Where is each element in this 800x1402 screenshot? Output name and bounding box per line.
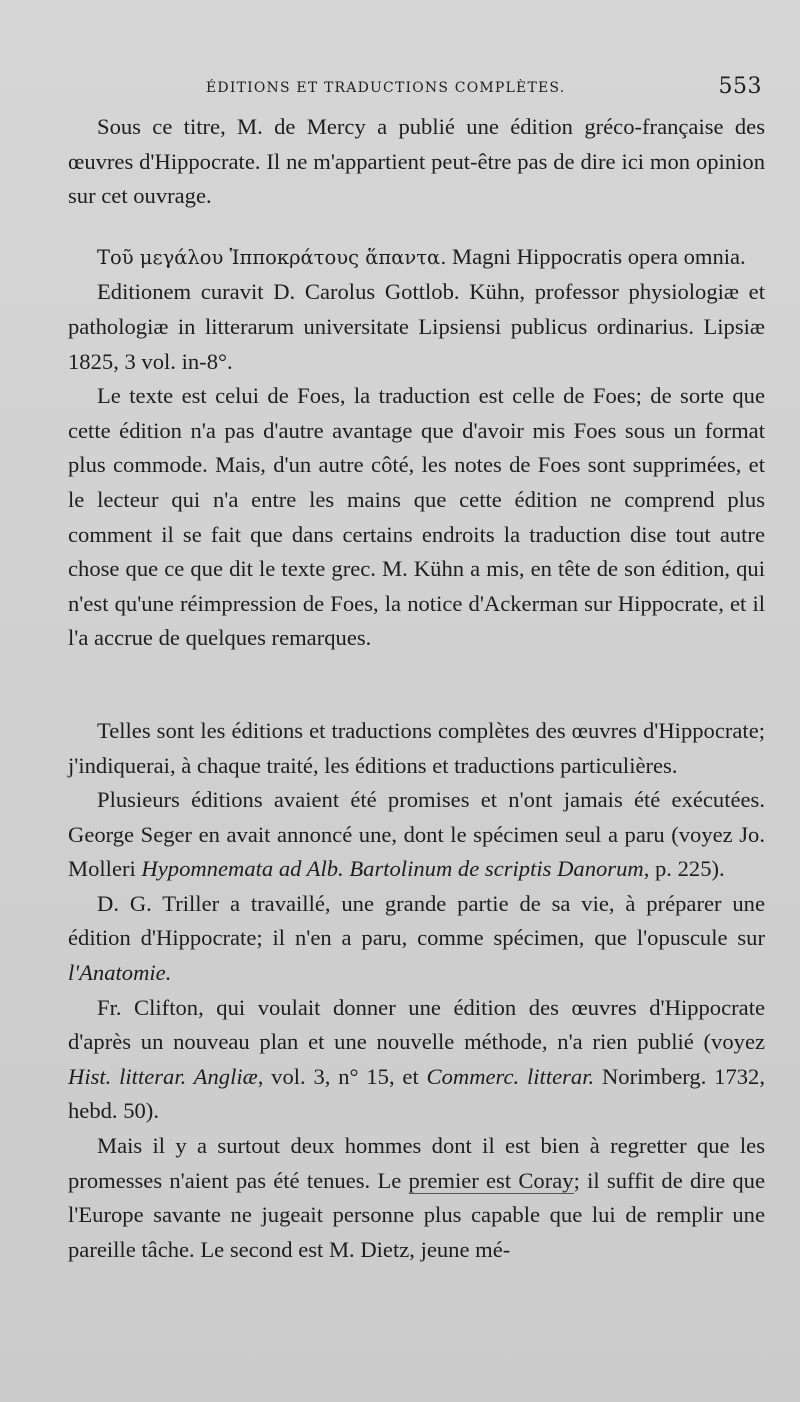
paragraph-coray-dietz	[68, 1129, 765, 1267]
paragraph-gap	[68, 214, 765, 240]
page-body	[68, 110, 765, 1267]
underlined-phrase: premier est Coray	[408, 1167, 574, 1193]
text-segment: D. G. Triller a travaillé, une grande partie de sa vie, à préparer une édition d'Hippocrate; il n'en a paru, comme spécimen, que l'opuscule sur	[68, 890, 765, 951]
paragraph-clifton	[68, 991, 765, 1129]
page-number: 553	[718, 74, 762, 99]
paragraph-triller	[68, 887, 765, 991]
text-segment: ; il suffit de dire que l'Europe savante ne jugeait personne plus capable que lui de remplir une pareille tâche. Le second est M. Dietz, jeune mé-	[68, 1167, 765, 1262]
italic-title: Hist. litterar. Angliæ	[68, 1063, 258, 1089]
text-segment: , vol. 3, n° 15, et	[257, 1063, 427, 1089]
paragraph-promised-editions	[68, 783, 765, 887]
text-segment: Plusieurs éditions avaient été promises et n'ont jamais été exécutées. George Seger en avait annoncé une, dont le spécimen seul a paru (voyez Jo. Molleri	[68, 787, 765, 882]
text-segment: Norimberg. 1732, hebd. 50).	[68, 1063, 765, 1124]
greek-title: Τοῦ μεγάλου Ἱπποκράτους ἅπαντα.	[97, 245, 447, 269]
paragraph-gap	[68, 656, 765, 714]
italic-title: Hypomnemata ad Alb. Bartolinum de scriptis Danorum	[141, 856, 644, 882]
text-segment: , p. 225).	[643, 856, 725, 882]
italic-title: l'Anatomie.	[68, 960, 172, 986]
paragraph-kuhn-edition: Editionem curavit D. Carolus Gottlob. Kühn, professor physiologiæ et pathologiæ in litterarum universitate Lipsiensi publicus ordinarius. Lipsiæ 1825, 3 vol. in-8°.	[68, 279, 765, 374]
running-title: ÉDITIONS ET TRADUCTIONS COMPLÈTES.	[206, 80, 566, 96]
latin-title: Magni Hippocratis opera omnia.	[446, 243, 746, 269]
paragraph-mercy-edition: Sous ce titre, M. de Mercy a publié une édition gréco-française des œuvres d'Hippocrate. Il ne m'appartient peut-être pas de dire ici mon opinion sur cet ouvrage.	[68, 114, 765, 209]
paragraph-foes-text: Le texte est celui de Foes, la traduction est celle de Foes; de sorte que cette édition n'a pas d'autre avantage que d'avoir mis Foes sous un format plus commode. Mais, d'un autre côté, les notes de Foes sont supprimées, et le lecteur qui n'a entre les mains que cette édition ne comprend plus comment il se fait que dans certains endroits la traduction dise tout autre chose que ce que dit le texte grec. M. Kühn a mis, en tête de son édition, qui n'est qu'une réimpression de Foes, la notice d'Ackerman sur Hippocrate, et il l'a accrue de quelques remarques.	[68, 383, 765, 651]
text-segment: Fr. Clifton, qui voulait donner une édition des œuvres d'Hippocrate d'après un nouveau plan et une nouvelle méthode, n'a rien publié (voyez	[68, 994, 765, 1055]
paragraph-complete-editions: Telles sont les éditions et traductions complètes des œuvres d'Hippocrate; j'indiquerai, à chaque traité, les éditions et traductions particulières.	[68, 717, 765, 778]
text-segment: Mais il y a surtout deux hommes dont il est bien à regretter que les promesses n'aient pas été tenues. Le	[68, 1133, 765, 1193]
page-header	[96, 74, 762, 104]
bibliographic-title	[68, 240, 765, 276]
italic-title: Commerc. litterar.	[426, 1063, 595, 1089]
